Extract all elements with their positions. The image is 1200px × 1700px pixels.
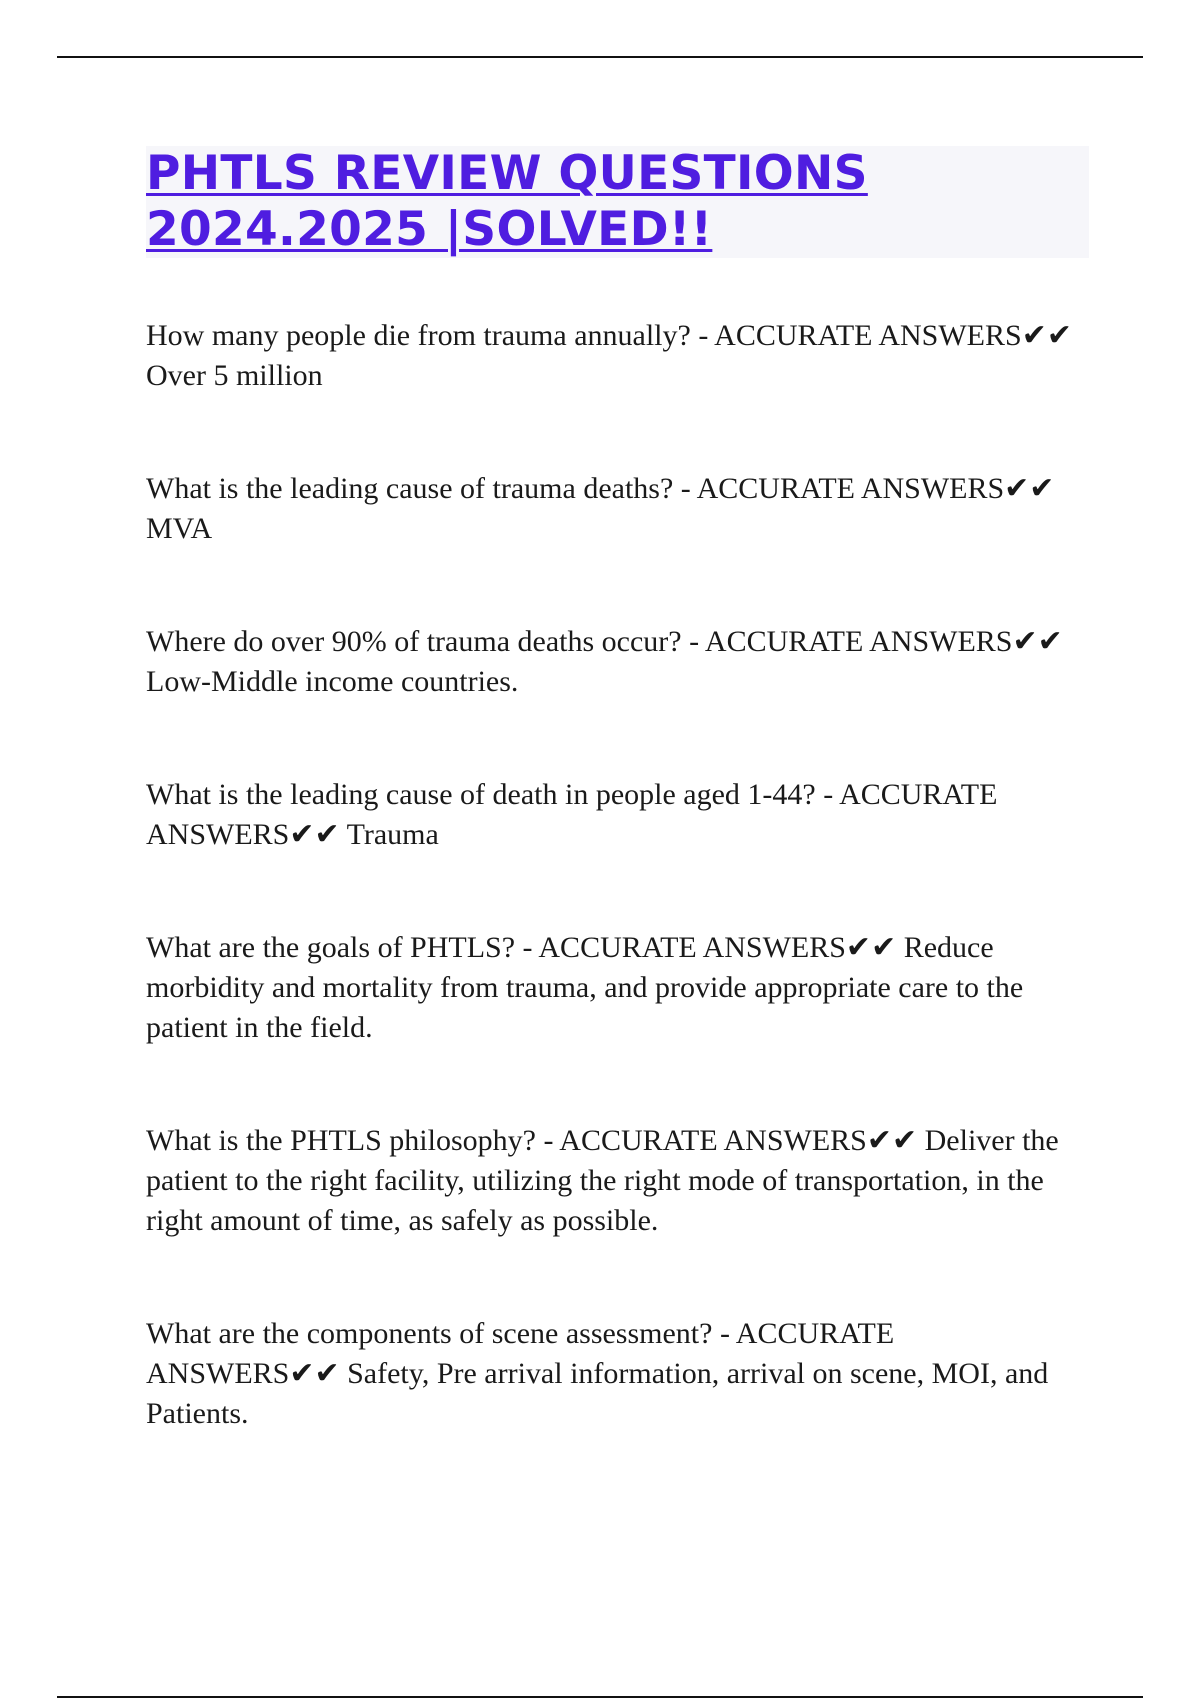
qa-item-5: What are the goals of PHTLS? - ACCURATE ANSWERS✔✔ Reduce morbidity and mortality from trauma, and provide appropriate care to the patient in the field. (146, 931, 1024, 1044)
bottom-rule (57, 1696, 1143, 1698)
qa-item-7: What are the components of scene assessment? - ACCURATE ANSWERS✔✔ Safety, Pre arrival information, arrival on scene, MOI, and Patients. (146, 1317, 1049, 1430)
qa-item-4: What is the leading cause of death in people aged 1-44? - ACCURATE ANSWERS✔✔ Trauma (146, 778, 998, 851)
top-rule (57, 56, 1143, 58)
document-body (146, 146, 1089, 1434)
qa-item-1: How many people die from trauma annually? - ACCURATE ANSWERS✔✔ Over 5 million (146, 319, 1072, 392)
document-title[interactable]: PHTLS REVIEW QUESTIONS 2024.2025 |SOLVED!! (146, 146, 868, 257)
qa-item-2: What is the leading cause of trauma deaths? - ACCURATE ANSWERS✔✔ MVA (146, 472, 1055, 545)
qa-item-6: What is the PHTLS philosophy? - ACCURATE ANSWERS✔✔ Deliver the patient to the right facility, utilizing the right mode of transportation, in the right amount of time, as safely as possible. (146, 1124, 1059, 1237)
qa-item-3: Where do over 90% of trauma deaths occur? - ACCURATE ANSWERS✔✔ Low-Middle income countries. (146, 625, 1063, 698)
title-block (146, 146, 1089, 258)
